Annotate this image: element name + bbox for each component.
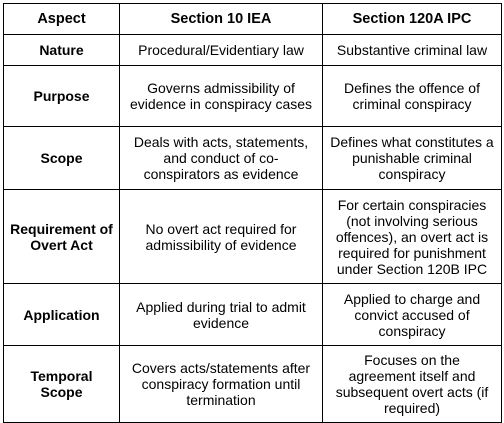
table-row-nature bbox=[4, 35, 502, 66]
aspect-cell: Scope bbox=[4, 127, 120, 190]
iea-cell: Applied during trial to admit evidence bbox=[120, 284, 323, 346]
table-row-application bbox=[4, 284, 502, 346]
iea-cell: Deals with acts, statements, and conduct of co-conspirators as evidence bbox=[120, 127, 323, 190]
aspect-cell: Purpose bbox=[4, 66, 120, 127]
aspect-cell: Application bbox=[4, 284, 120, 346]
header-section-120a-ipc: Section 120A IPC bbox=[323, 4, 502, 35]
iea-cell: Governs admissibility of evidence in conspiracy cases bbox=[120, 66, 323, 127]
aspect-cell: Temporal Scope bbox=[4, 346, 120, 423]
table-row-scope bbox=[4, 127, 502, 190]
table-row-requirement-of-overt-act bbox=[4, 190, 502, 284]
table-header bbox=[4, 4, 502, 35]
ipc-cell: Defines the offence of criminal conspiracy bbox=[323, 66, 502, 127]
aspect-cell: Nature bbox=[4, 35, 120, 66]
ipc-cell: Substantive criminal law bbox=[323, 35, 502, 66]
header-section-10-iea: Section 10 IEA bbox=[120, 4, 323, 35]
table-body bbox=[4, 35, 502, 423]
ipc-cell: Defines what constitutes a punishable criminal conspiracy bbox=[323, 127, 502, 190]
iea-cell: Covers acts/statements after conspiracy formation until termination bbox=[120, 346, 323, 423]
iea-cell: No overt act required for admissibility of evidence bbox=[120, 190, 323, 284]
ipc-cell: Focuses on the agreement itself and subsequent overt acts (if required) bbox=[323, 346, 502, 423]
comparison-table bbox=[3, 3, 502, 423]
table-row-temporal-scope bbox=[4, 346, 502, 423]
ipc-cell: Applied to charge and convict accused of conspiracy bbox=[323, 284, 502, 346]
aspect-cell: Requirement of Overt Act bbox=[4, 190, 120, 284]
table-row-purpose bbox=[4, 66, 502, 127]
header-row bbox=[4, 4, 502, 35]
ipc-cell: For certain conspiracies (not involving serious offences), an overt act is required for punishment under Section 120B IPC bbox=[323, 190, 502, 284]
iea-cell: Procedural/Evidentiary law bbox=[120, 35, 323, 66]
header-aspect: Aspect bbox=[4, 4, 120, 35]
